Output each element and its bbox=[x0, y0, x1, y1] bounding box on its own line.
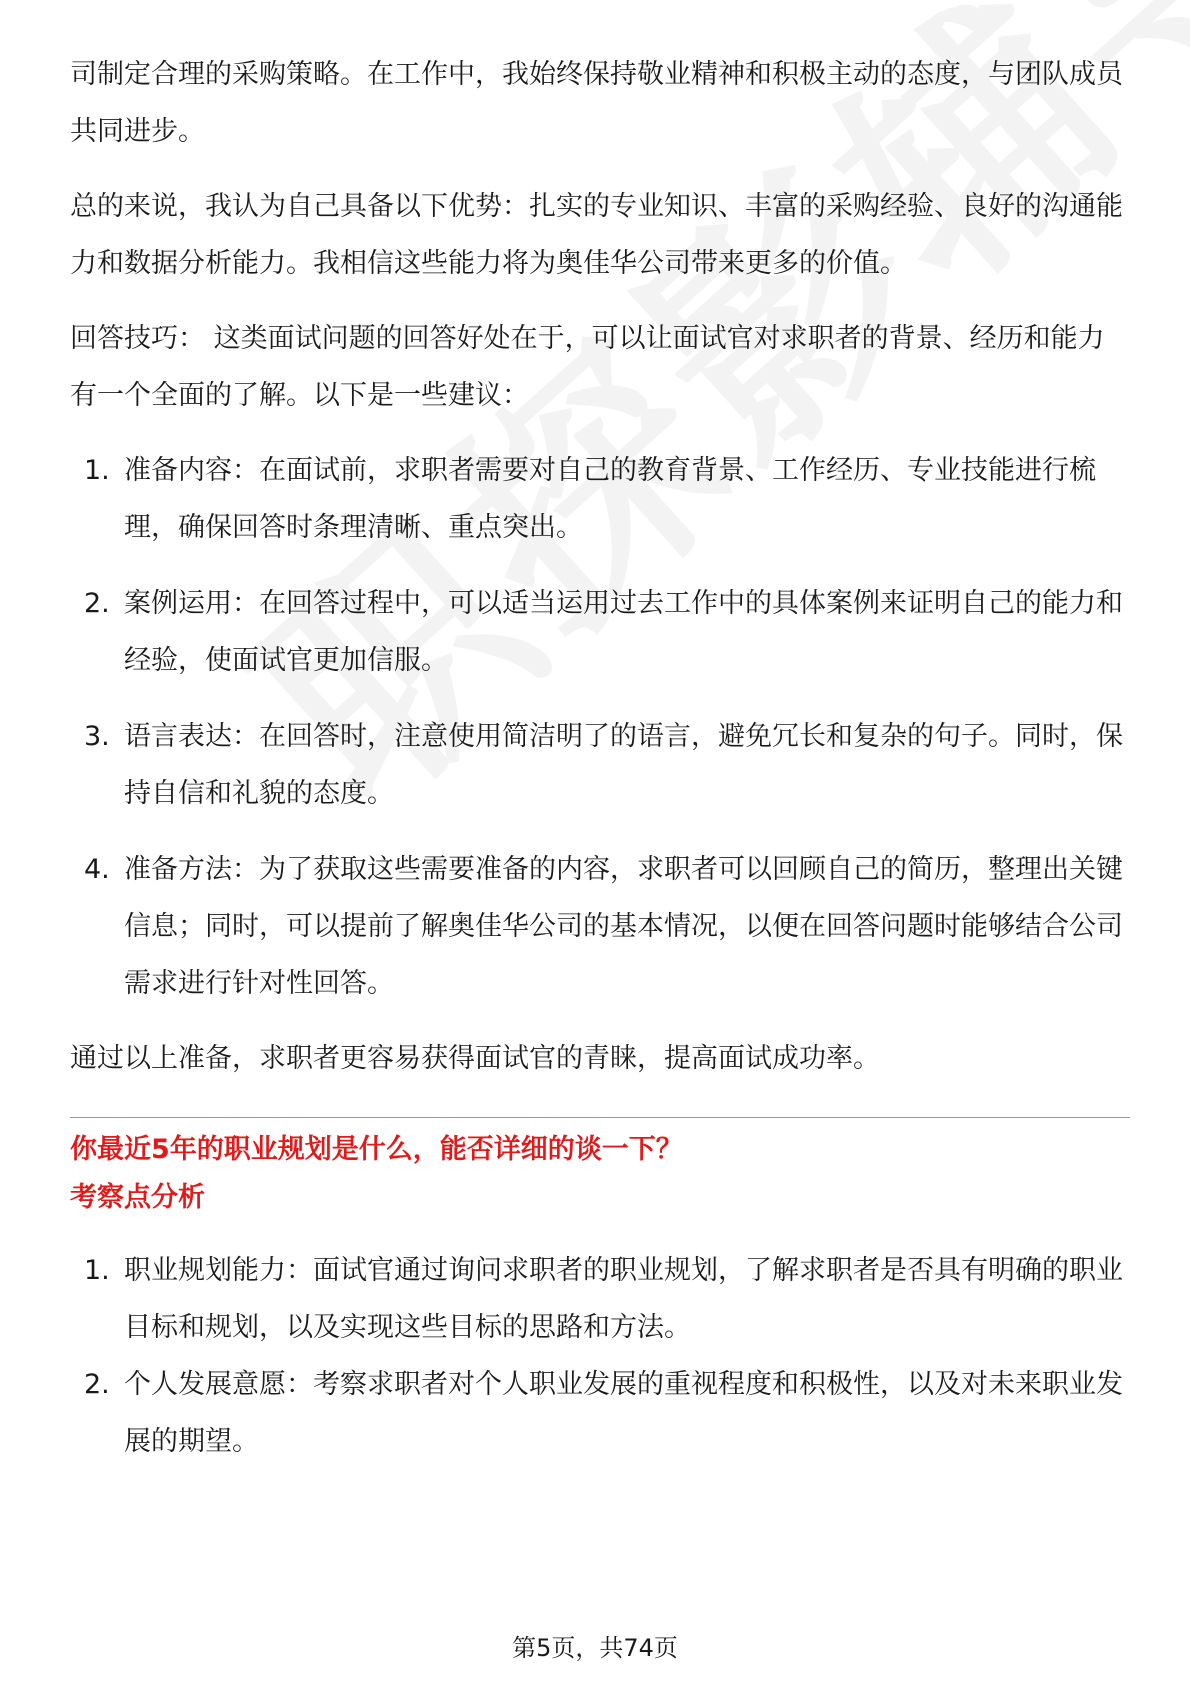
section-divider bbox=[70, 1117, 1130, 1118]
paragraph: 总的来说，我认为自己具备以下优势：扎实的专业知识、丰富的采购经验、良好的沟通能力和数据分析能力。我相信这些能力将为奥佳华公司带来更多的价值。 bbox=[70, 191, 1123, 279]
list-item-text: 准备内容：在面试前，求职者需要对自己的教育背景、工作经历、专业技能进行梳理，确保回答时条理清晰、重点突出。 bbox=[124, 455, 1096, 543]
list-item-text: 语言表达：在回答时，注意使用简洁明了的语言，避免冗长和复杂的句子。同时，保持自信和礼貌的态度。 bbox=[124, 721, 1123, 809]
list-number: 4. bbox=[84, 854, 110, 885]
page-content bbox=[70, 46, 1130, 1470]
list-item bbox=[70, 1356, 1130, 1470]
closing-paragraph: 通过以上准备，求职者更容易获得面试官的青睐，提高面试成功率。 bbox=[70, 1043, 880, 1074]
list-item-text: 职业规划能力：面试官通过询问求职者的职业规划，了解求职者是否具有明确的职业目标和规划，以及实现这些目标的思路和方法。 bbox=[124, 1255, 1123, 1343]
paragraph: 司制定合理的采购策略。在工作中，我始终保持敬业精神和积极主动的态度，与团队成员共同进步。 bbox=[70, 59, 1123, 147]
list-item bbox=[70, 708, 1130, 822]
analysis-list bbox=[70, 1242, 1130, 1470]
list-item-text: 案例运用：在回答过程中，可以适当运用过去工作中的具体案例来证明自己的能力和经验，使面试官更加信服。 bbox=[124, 588, 1123, 676]
list-number: 1. bbox=[84, 1255, 110, 1286]
answer-tips-intro: 回答技巧： 这类面试问题的回答好处在于，可以让面试官对求职者的背景、经历和能力有一个全面的了解。以下是一些建议： bbox=[70, 323, 1105, 411]
list-item bbox=[70, 442, 1130, 556]
list-number: 1. bbox=[84, 455, 110, 486]
list-number: 2. bbox=[84, 1369, 110, 1400]
list-item-text: 准备方法：为了获取这些需要准备的内容，求职者可以回顾自己的简历，整理出关键信息；同时，可以提前了解奥佳华公司的基本情况，以便在回答问题时能够结合公司需求进行针对性回答。 bbox=[124, 854, 1123, 999]
list-number: 2. bbox=[84, 588, 110, 619]
page-footer: 第5页，共74页 bbox=[512, 1634, 678, 1662]
list-item bbox=[70, 575, 1130, 689]
list-item-text: 个人发展意愿：考察求职者对个人职业发展的重视程度和积极性，以及对未来职业发展的期望。 bbox=[124, 1369, 1123, 1457]
list-item bbox=[70, 841, 1130, 1012]
list-number: 3. bbox=[84, 721, 110, 752]
tips-list bbox=[70, 442, 1130, 1012]
list-item bbox=[70, 1242, 1130, 1356]
analysis-heading: 考察点分析 bbox=[70, 1182, 205, 1213]
question-heading: 你最近5年的职业规划是什么，能否详细的谈一下？ bbox=[70, 1134, 683, 1165]
